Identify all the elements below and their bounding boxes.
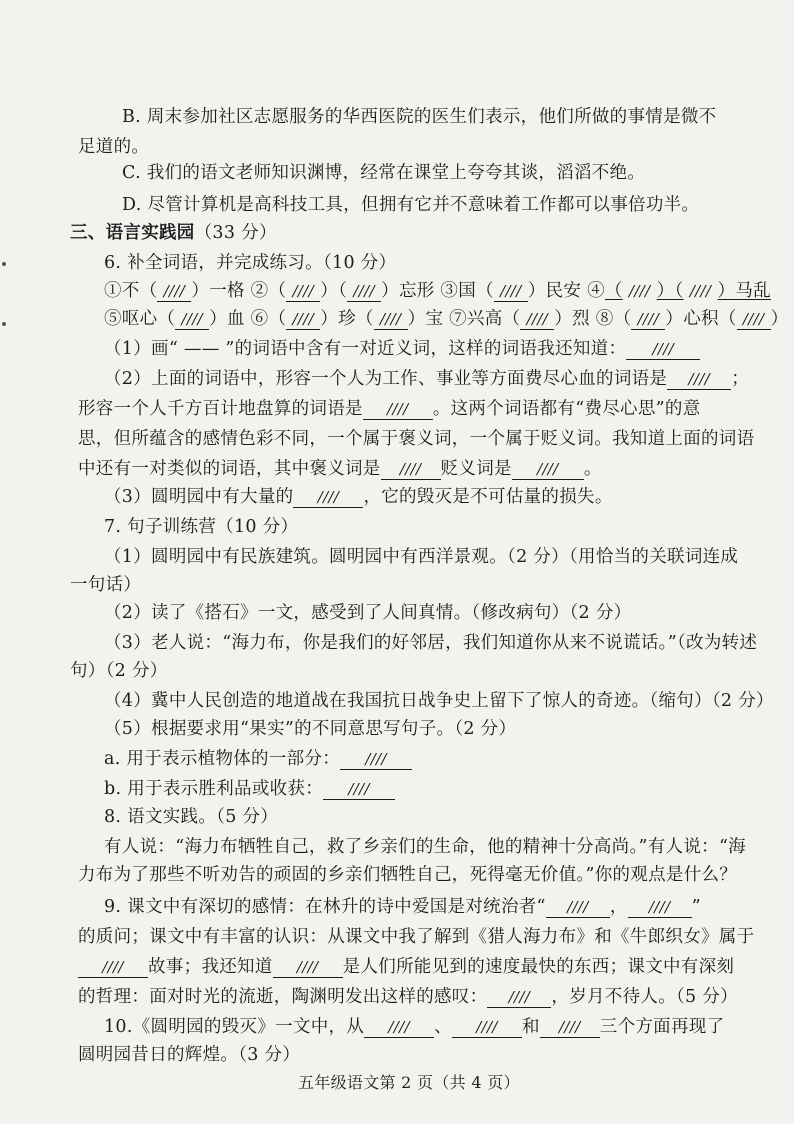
answer-blank[interactable]: //// — [364, 1017, 434, 1038]
q6-part2-line2: 形容一个人千方百计地盘算的词语是 //// 。这两个词语都有“费尽心思”的意 — [78, 399, 701, 419]
answer-blank[interactable]: //// — [381, 459, 441, 480]
option-c: C. 我们的语文老师知识渊博，经常在课堂上夸夸其谈，滔滔不绝。 — [122, 163, 646, 183]
answer-blank[interactable]: //// — [363, 399, 433, 420]
margin-mark — [2, 322, 6, 326]
answer-blank[interactable]: //// — [628, 282, 651, 300]
option-d: D. 尽管计算机是高科技工具，但拥有它并不意味着工作都可以事倍功半。 — [122, 195, 700, 215]
answer-blank[interactable]: //// — [175, 309, 209, 330]
answer-blank[interactable]: //// — [78, 957, 148, 978]
answer-blank[interactable]: //// — [737, 309, 771, 330]
answer-blank[interactable]: //// — [323, 779, 395, 800]
q7-part3-line2: 句）（2 分） — [70, 661, 168, 681]
answer-blank[interactable]: //// — [628, 897, 692, 918]
answer-blank[interactable]: //// — [293, 487, 363, 508]
answer-blank[interactable]: //// — [157, 281, 191, 302]
answer-blank[interactable]: //// — [512, 459, 584, 480]
q10-line1: 10.《圆明园的毁灭》一文中，从 //// 、 //// 和 //// 三个方面再现了 — [104, 1017, 725, 1037]
q6-part1: （1）画“ —— ”的词语中含有一对近义词，这样的词语我还知道： //// — [104, 336, 700, 362]
question-7: 7. 句子训练营（10 分） — [104, 517, 299, 537]
q9-line3: //// 故事；我还知道 //// 是人们所能见到的速度最快的东西；课文中有深刻 — [78, 954, 734, 980]
q6-words-row2: ⑤呕心（ //// ）血 ⑥（ //// ）珍（ //// ）宝 ⑦兴高（ //// ）烈 ⑧（ //// ）心积（ //// ） — [104, 309, 789, 329]
q7-part5-b: b. 用于表示胜利品或收获： //// — [104, 776, 395, 802]
page-footer: 五年级语文第 2 页（共 4 页） — [298, 1073, 520, 1092]
q8-line2: 力布为了那些不听劝告的顽固的乡亲们牺牲自己，死得毫无价值。”你的观点是什么？ — [78, 865, 738, 885]
answer-blank[interactable]: //// — [667, 369, 731, 390]
answer-blank[interactable]: //// — [689, 282, 712, 300]
question-8: 8. 语文实践。（5 分） — [104, 807, 279, 827]
answer-blank[interactable]: //// — [494, 281, 528, 302]
answer-blank[interactable]: //// — [452, 1017, 522, 1038]
option-b-line1: B. 周末参加社区志愿服务的华西医院的医生们表示，他们所做的事情是微不 — [122, 107, 717, 127]
answer-blank[interactable]: //// — [286, 309, 320, 330]
q7-part2: （2）读了《搭石》一文，感受到了人间真情。（修改病句）（2 分） — [104, 603, 632, 623]
q9-line2: 的质问；课文中有丰富的认识：从课文中我了解到《猎人海力布》和《牛郎织女》属于 — [78, 927, 755, 947]
answer-blank[interactable]: //// — [286, 281, 320, 302]
section-3-heading: 三、语言实践园（33 分） — [70, 223, 277, 243]
answer-blank[interactable]: //// — [626, 339, 700, 360]
q6-part3: （3）圆明园中有大量的 //// ，它的毁灭是不可估量的损失。 — [104, 487, 613, 507]
q8-line1: 有人说：“海力布牺牲自己，救了乡亲们的生命，他的精神十分高尚。”有人说：“海 — [104, 837, 746, 857]
answer-blank[interactable]: //// — [374, 309, 408, 330]
answer-blank[interactable]: //// — [540, 1017, 600, 1038]
question-6: 6. 补全词语，并完成练习。（10 分） — [104, 253, 397, 273]
margin-mark — [2, 262, 6, 266]
answer-blank[interactable]: //// — [631, 309, 665, 330]
answer-blank[interactable]: //// — [347, 281, 381, 302]
option-b-line2: 足道的。 — [78, 137, 150, 157]
q10-line2: 圆明园昔日的辉煌。（3 分） — [78, 1045, 301, 1065]
q7-part3-line1: （3）老人说：“海力布，你是我们的好邻居，我们知道你从来不说谎话。”（改为转述 — [104, 633, 758, 653]
q7-part4: （4）冀中人民创造的地道战在我国抗日战争史上留下了惊人的奇迹。（缩句）（2 分） — [104, 691, 774, 711]
answer-blank[interactable]: //// — [546, 897, 610, 918]
q6-part2-line4: 中还有一对类似的词语，其中褒义词是 //// 贬义词是 //// 。 — [78, 459, 602, 479]
q7-part5: （5）根据要求用“果实”的不同意思写句子。（2 分） — [104, 719, 517, 739]
q9-line4: 的哲理：面对时光的流逝，陶渊明发出这样的感叹： //// ，岁月不待人。（5 分） — [78, 987, 738, 1007]
q7-part5-a: a. 用于表示植物体的一部分： //// — [104, 746, 412, 772]
answer-blank[interactable]: //// — [273, 957, 343, 978]
answer-blank[interactable]: //// — [340, 749, 412, 770]
answer-blank[interactable]: //// — [487, 987, 551, 1008]
q9-line1: 9. 课文中有深切的感情：在林升的诗中爱国是对统治者“ //// ， //// ” — [104, 897, 701, 917]
q6-part2-line3: 思，但所蕴含的感情色彩不同，一个属于褒义词，一个属于贬义词。我知道上面的词语 — [78, 429, 755, 449]
q7-part1-line2: 一句话） — [70, 575, 142, 595]
q6-part2-line1: （2）上面的词语中，形容一个人为工作、事业等方面费尽心血的词语是 //// ； — [104, 369, 750, 389]
answer-blank[interactable]: //// — [520, 309, 554, 330]
q6-words-row1: ①不（ //// ）一格 ②（ //// ）（ //// ）忘形 ③国（ //// ）民安 ④（ //// ）（ //// ）马乱 — [104, 281, 771, 301]
q7-part1-line1: （1）圆明园中有民族建筑。圆明园中有西洋景观。（2 分）（用恰当的关联词连成 — [104, 547, 739, 567]
